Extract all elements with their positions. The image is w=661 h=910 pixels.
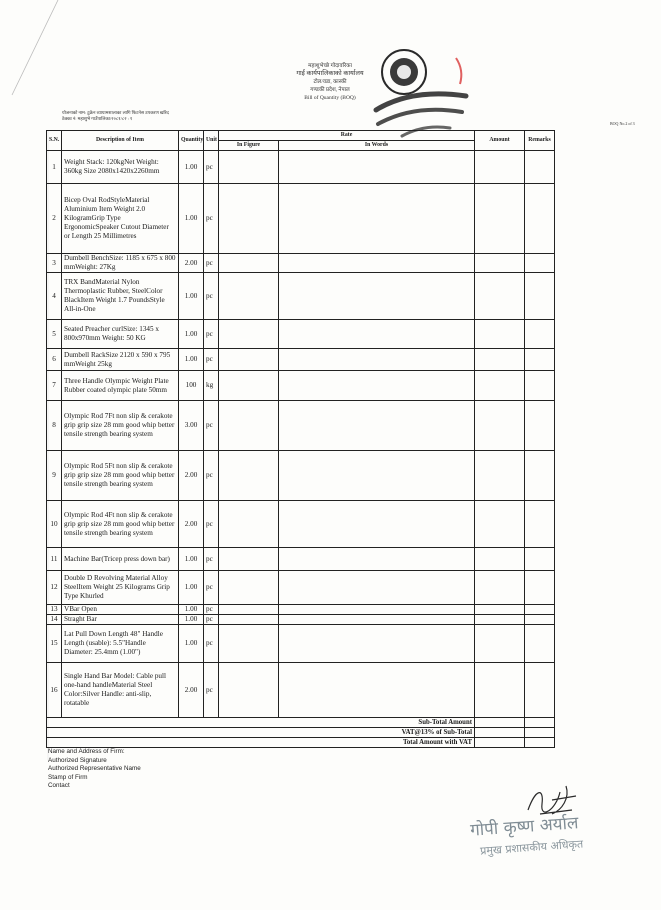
row-remarks bbox=[525, 663, 555, 718]
row-rate-words bbox=[279, 451, 475, 501]
col-quantity: Quantity bbox=[179, 131, 204, 151]
row-unit: pc bbox=[204, 548, 219, 571]
row-unit: pc bbox=[204, 254, 219, 273]
row-description: Dumbell RackSize 2120 x 590 x 795 mmWeight 25kg bbox=[62, 349, 179, 371]
row-quantity: 1.00 bbox=[179, 615, 204, 625]
vat-label: VAT@13% of Sub-Total bbox=[47, 728, 475, 738]
boq-table bbox=[46, 130, 555, 748]
row-unit: pc bbox=[204, 320, 219, 349]
row-rate-words bbox=[279, 501, 475, 548]
table-row bbox=[47, 605, 555, 615]
row-quantity: 1.00 bbox=[179, 151, 204, 184]
row-rate-figure bbox=[219, 501, 279, 548]
row-remarks bbox=[525, 371, 555, 401]
row-remarks bbox=[525, 605, 555, 615]
row-rate-words bbox=[279, 401, 475, 451]
row-amount bbox=[475, 254, 525, 273]
row-sn: 5 bbox=[47, 320, 62, 349]
total-row bbox=[47, 738, 555, 748]
table-row bbox=[47, 371, 555, 401]
row-sn: 6 bbox=[47, 349, 62, 371]
row-quantity: 1.00 bbox=[179, 625, 204, 663]
row-remarks bbox=[525, 401, 555, 451]
row-description: Bicep Oval RodStyleMaterial Aluminium Item Weight 2.0 KilogramGrip Type ErgonomicSpeaker Cutout Diameter or Length 25 Millimetres bbox=[62, 184, 179, 254]
row-sn: 3 bbox=[47, 254, 62, 273]
boq-number: BOQ No.2 of 3 bbox=[610, 121, 635, 126]
col-remarks: Remarks bbox=[525, 131, 555, 151]
row-description: Olympic Rod 7Ft non slip & cerakote grip grip size 28 mm good whip better tensile strength bearing system bbox=[62, 401, 179, 451]
subtotal-row bbox=[47, 718, 555, 728]
row-amount bbox=[475, 451, 525, 501]
row-rate-words bbox=[279, 571, 475, 605]
table-row bbox=[47, 184, 555, 254]
row-remarks bbox=[525, 151, 555, 184]
total-amount bbox=[475, 738, 525, 748]
total-remarks bbox=[525, 738, 555, 748]
row-unit: pc bbox=[204, 273, 219, 320]
row-quantity: 3.00 bbox=[179, 401, 204, 451]
header-line-5: Bill of Quantity (BOQ) bbox=[304, 95, 356, 101]
stamp-name: गोपी कृष्ण अर्याल bbox=[469, 813, 580, 841]
row-quantity: 1.00 bbox=[179, 320, 204, 349]
row-amount bbox=[475, 625, 525, 663]
row-amount bbox=[475, 401, 525, 451]
official-stamp bbox=[466, 812, 592, 868]
row-sn: 10 bbox=[47, 501, 62, 548]
row-rate-figure bbox=[219, 401, 279, 451]
row-quantity: 1.00 bbox=[179, 605, 204, 615]
row-rate-words bbox=[279, 548, 475, 571]
row-sn: 14 bbox=[47, 615, 62, 625]
row-amount bbox=[475, 501, 525, 548]
row-amount bbox=[475, 605, 525, 615]
row-quantity: 2.00 bbox=[179, 663, 204, 718]
row-amount bbox=[475, 151, 525, 184]
row-sn: 7 bbox=[47, 371, 62, 401]
row-rate-figure bbox=[219, 184, 279, 254]
table-row bbox=[47, 401, 555, 451]
row-rate-words bbox=[279, 151, 475, 184]
row-rate-figure bbox=[219, 254, 279, 273]
row-sn: 12 bbox=[47, 571, 62, 605]
row-rate-figure bbox=[219, 320, 279, 349]
row-quantity: 1.00 bbox=[179, 571, 204, 605]
col-in-figure: In Figure bbox=[219, 141, 279, 151]
row-quantity: 100 bbox=[179, 371, 204, 401]
boq-body bbox=[47, 151, 555, 718]
row-remarks bbox=[525, 254, 555, 273]
table-row bbox=[47, 349, 555, 371]
row-rate-figure bbox=[219, 273, 279, 320]
row-description: Weight Stack: 120kgNet Weight: 360kg Size 2080x1420x2260mm bbox=[62, 151, 179, 184]
project-note bbox=[62, 110, 169, 122]
subtotal-amount bbox=[475, 718, 525, 728]
row-quantity: 2.00 bbox=[179, 451, 204, 501]
row-rate-figure bbox=[219, 571, 279, 605]
row-rate-words bbox=[279, 273, 475, 320]
table-row bbox=[47, 663, 555, 718]
row-remarks bbox=[525, 349, 555, 371]
row-sn: 9 bbox=[47, 451, 62, 501]
row-description: Double D Revolving Material Alloy SteelItem Weight 25 Kilograms Grip Type Khurled bbox=[62, 571, 179, 605]
row-rate-figure bbox=[219, 371, 279, 401]
row-rate-words bbox=[279, 184, 475, 254]
row-amount bbox=[475, 615, 525, 625]
row-amount bbox=[475, 548, 525, 571]
row-description: Olympic Rod 4Ft non slip & cerakote grip grip size 28 mm good whip better tensile strength bearing system bbox=[62, 501, 179, 548]
row-unit: pc bbox=[204, 615, 219, 625]
col-amount: Amount bbox=[475, 131, 525, 151]
row-rate-words bbox=[279, 320, 475, 349]
project-note-line-1: योजनाको नाम: टुक्रेन व्यायामशालाका लागि फिटनेस उपकरण खरिद bbox=[62, 110, 169, 115]
table-row bbox=[47, 571, 555, 605]
row-rate-figure bbox=[219, 625, 279, 663]
row-sn: 11 bbox=[47, 548, 62, 571]
row-quantity: 2.00 bbox=[179, 501, 204, 548]
row-amount bbox=[475, 273, 525, 320]
row-description: Single Hand Bar Model: Cable pull one-hand handleMaterial Steel Color:Silver Handle: anti-slip, rotatable bbox=[62, 663, 179, 718]
table-row bbox=[47, 254, 555, 273]
row-sn: 1 bbox=[47, 151, 62, 184]
row-sn: 16 bbox=[47, 663, 62, 718]
row-description: Dumbell BenchSize: 1185 x 675 x 800 mmWeight: 27Kg bbox=[62, 254, 179, 273]
row-sn: 2 bbox=[47, 184, 62, 254]
row-unit: pc bbox=[204, 663, 219, 718]
vat-remarks bbox=[525, 728, 555, 738]
row-rate-figure bbox=[219, 548, 279, 571]
row-unit: pc bbox=[204, 605, 219, 615]
row-rate-figure bbox=[219, 151, 279, 184]
table-row bbox=[47, 501, 555, 548]
row-description: Machine Bar(Tricep press down bar) bbox=[62, 548, 179, 571]
row-remarks bbox=[525, 571, 555, 605]
row-amount bbox=[475, 184, 525, 254]
row-remarks bbox=[525, 615, 555, 625]
total-label: Total Amount with VAT bbox=[47, 738, 475, 748]
row-rate-figure bbox=[219, 349, 279, 371]
row-description: Seated Preacher curlSize: 1345 x 800x970mm Weight: 50 KG bbox=[62, 320, 179, 349]
table-row bbox=[47, 548, 555, 571]
col-description: Description of Item bbox=[62, 131, 179, 151]
row-rate-figure bbox=[219, 605, 279, 615]
row-unit: pc bbox=[204, 184, 219, 254]
header-line-3: टोल/वडा, कास्की bbox=[313, 79, 347, 85]
header-row bbox=[47, 131, 555, 141]
header-line-4: गण्डकी प्रदेश, नेपाल bbox=[310, 87, 350, 93]
authorized-signature-label: Authorized Signature bbox=[48, 756, 107, 764]
row-rate-words bbox=[279, 663, 475, 718]
table-row bbox=[47, 615, 555, 625]
row-rate-words bbox=[279, 625, 475, 663]
row-amount bbox=[475, 663, 525, 718]
row-sn: 15 bbox=[47, 625, 62, 663]
row-quantity: 1.00 bbox=[179, 349, 204, 371]
row-sn: 13 bbox=[47, 605, 62, 615]
row-amount bbox=[475, 571, 525, 605]
row-description: Olympic Rod 5Ft non slip & cerakote grip grip size 28 mm good whip better tensile strength bearing system bbox=[62, 451, 179, 501]
row-quantity: 1.00 bbox=[179, 548, 204, 571]
row-unit: kg bbox=[204, 371, 219, 401]
row-amount bbox=[475, 371, 525, 401]
row-description: Three Handle Olympic Weight Plate Rubber coated olympic plate 50mm bbox=[62, 371, 179, 401]
row-quantity: 2.00 bbox=[179, 254, 204, 273]
table-row bbox=[47, 320, 555, 349]
contact-label: Contact bbox=[48, 782, 70, 790]
subtotal-label: Sub-Total Amount bbox=[47, 718, 475, 728]
row-remarks bbox=[525, 625, 555, 663]
row-remarks bbox=[525, 273, 555, 320]
authorized-representative-label: Authorized Representative Name bbox=[48, 765, 141, 773]
row-remarks bbox=[525, 320, 555, 349]
row-sn: 8 bbox=[47, 401, 62, 451]
row-quantity: 1.00 bbox=[179, 184, 204, 254]
header-line-1: महाशुभेच्छे गोदावरिका bbox=[308, 63, 352, 69]
row-amount bbox=[475, 320, 525, 349]
row-remarks bbox=[525, 184, 555, 254]
row-description: Straght Bar bbox=[62, 615, 179, 625]
row-rate-words bbox=[279, 605, 475, 615]
row-remarks bbox=[525, 501, 555, 548]
row-unit: pc bbox=[204, 501, 219, 548]
table-row bbox=[47, 273, 555, 320]
row-amount bbox=[475, 349, 525, 371]
row-rate-figure bbox=[219, 663, 279, 718]
row-rate-figure bbox=[219, 615, 279, 625]
row-quantity: 1.00 bbox=[179, 273, 204, 320]
vat-row bbox=[47, 728, 555, 738]
vat-amount bbox=[475, 728, 525, 738]
subtotal-remarks bbox=[525, 718, 555, 728]
row-description: TRX BandMaterial Nylon Thermoplastic Rubber, SteelColor BlackItem Weight 1.7 PoundsStyle All-in-One bbox=[62, 273, 179, 320]
row-remarks bbox=[525, 548, 555, 571]
firm-name-address-label: Name and Address of Firm: bbox=[48, 748, 125, 755]
row-sn: 4 bbox=[47, 273, 62, 320]
col-rate: Rate bbox=[219, 131, 475, 141]
row-rate-words bbox=[279, 371, 475, 401]
table-row bbox=[47, 625, 555, 663]
stamp-of-firm-label: Stamp of Firm bbox=[48, 773, 88, 781]
row-rate-words bbox=[279, 254, 475, 273]
row-unit: pc bbox=[204, 571, 219, 605]
table-row bbox=[47, 151, 555, 184]
table-row bbox=[47, 451, 555, 501]
row-rate-words bbox=[279, 615, 475, 625]
row-rate-words bbox=[279, 349, 475, 371]
project-note-line-2: ठेक्का नं: महाशुभे गाउँपालिका/२०८१/८२ : १ bbox=[62, 116, 133, 121]
stamp-title: प्रमुख प्रशासकीय अधिकृत bbox=[479, 837, 584, 858]
col-sn: S.N. bbox=[47, 131, 62, 151]
row-remarks bbox=[525, 451, 555, 501]
header-line-2: गाईं कार्यपालिकाको कार्यालय bbox=[296, 70, 364, 77]
col-unit: Unit bbox=[204, 131, 219, 151]
row-unit: pc bbox=[204, 401, 219, 451]
firm-details bbox=[48, 748, 141, 791]
row-description: Lat Pull Down Length 48" Handle Length (usable): 5.5"Handle Diameter: 25.4mm (1.00") bbox=[62, 625, 179, 663]
row-description: VBar Open bbox=[62, 605, 179, 615]
col-in-words: In Words bbox=[279, 141, 475, 151]
row-unit: pc bbox=[204, 349, 219, 371]
row-unit: pc bbox=[204, 151, 219, 184]
row-unit: pc bbox=[204, 625, 219, 663]
row-rate-figure bbox=[219, 451, 279, 501]
row-unit: pc bbox=[204, 451, 219, 501]
